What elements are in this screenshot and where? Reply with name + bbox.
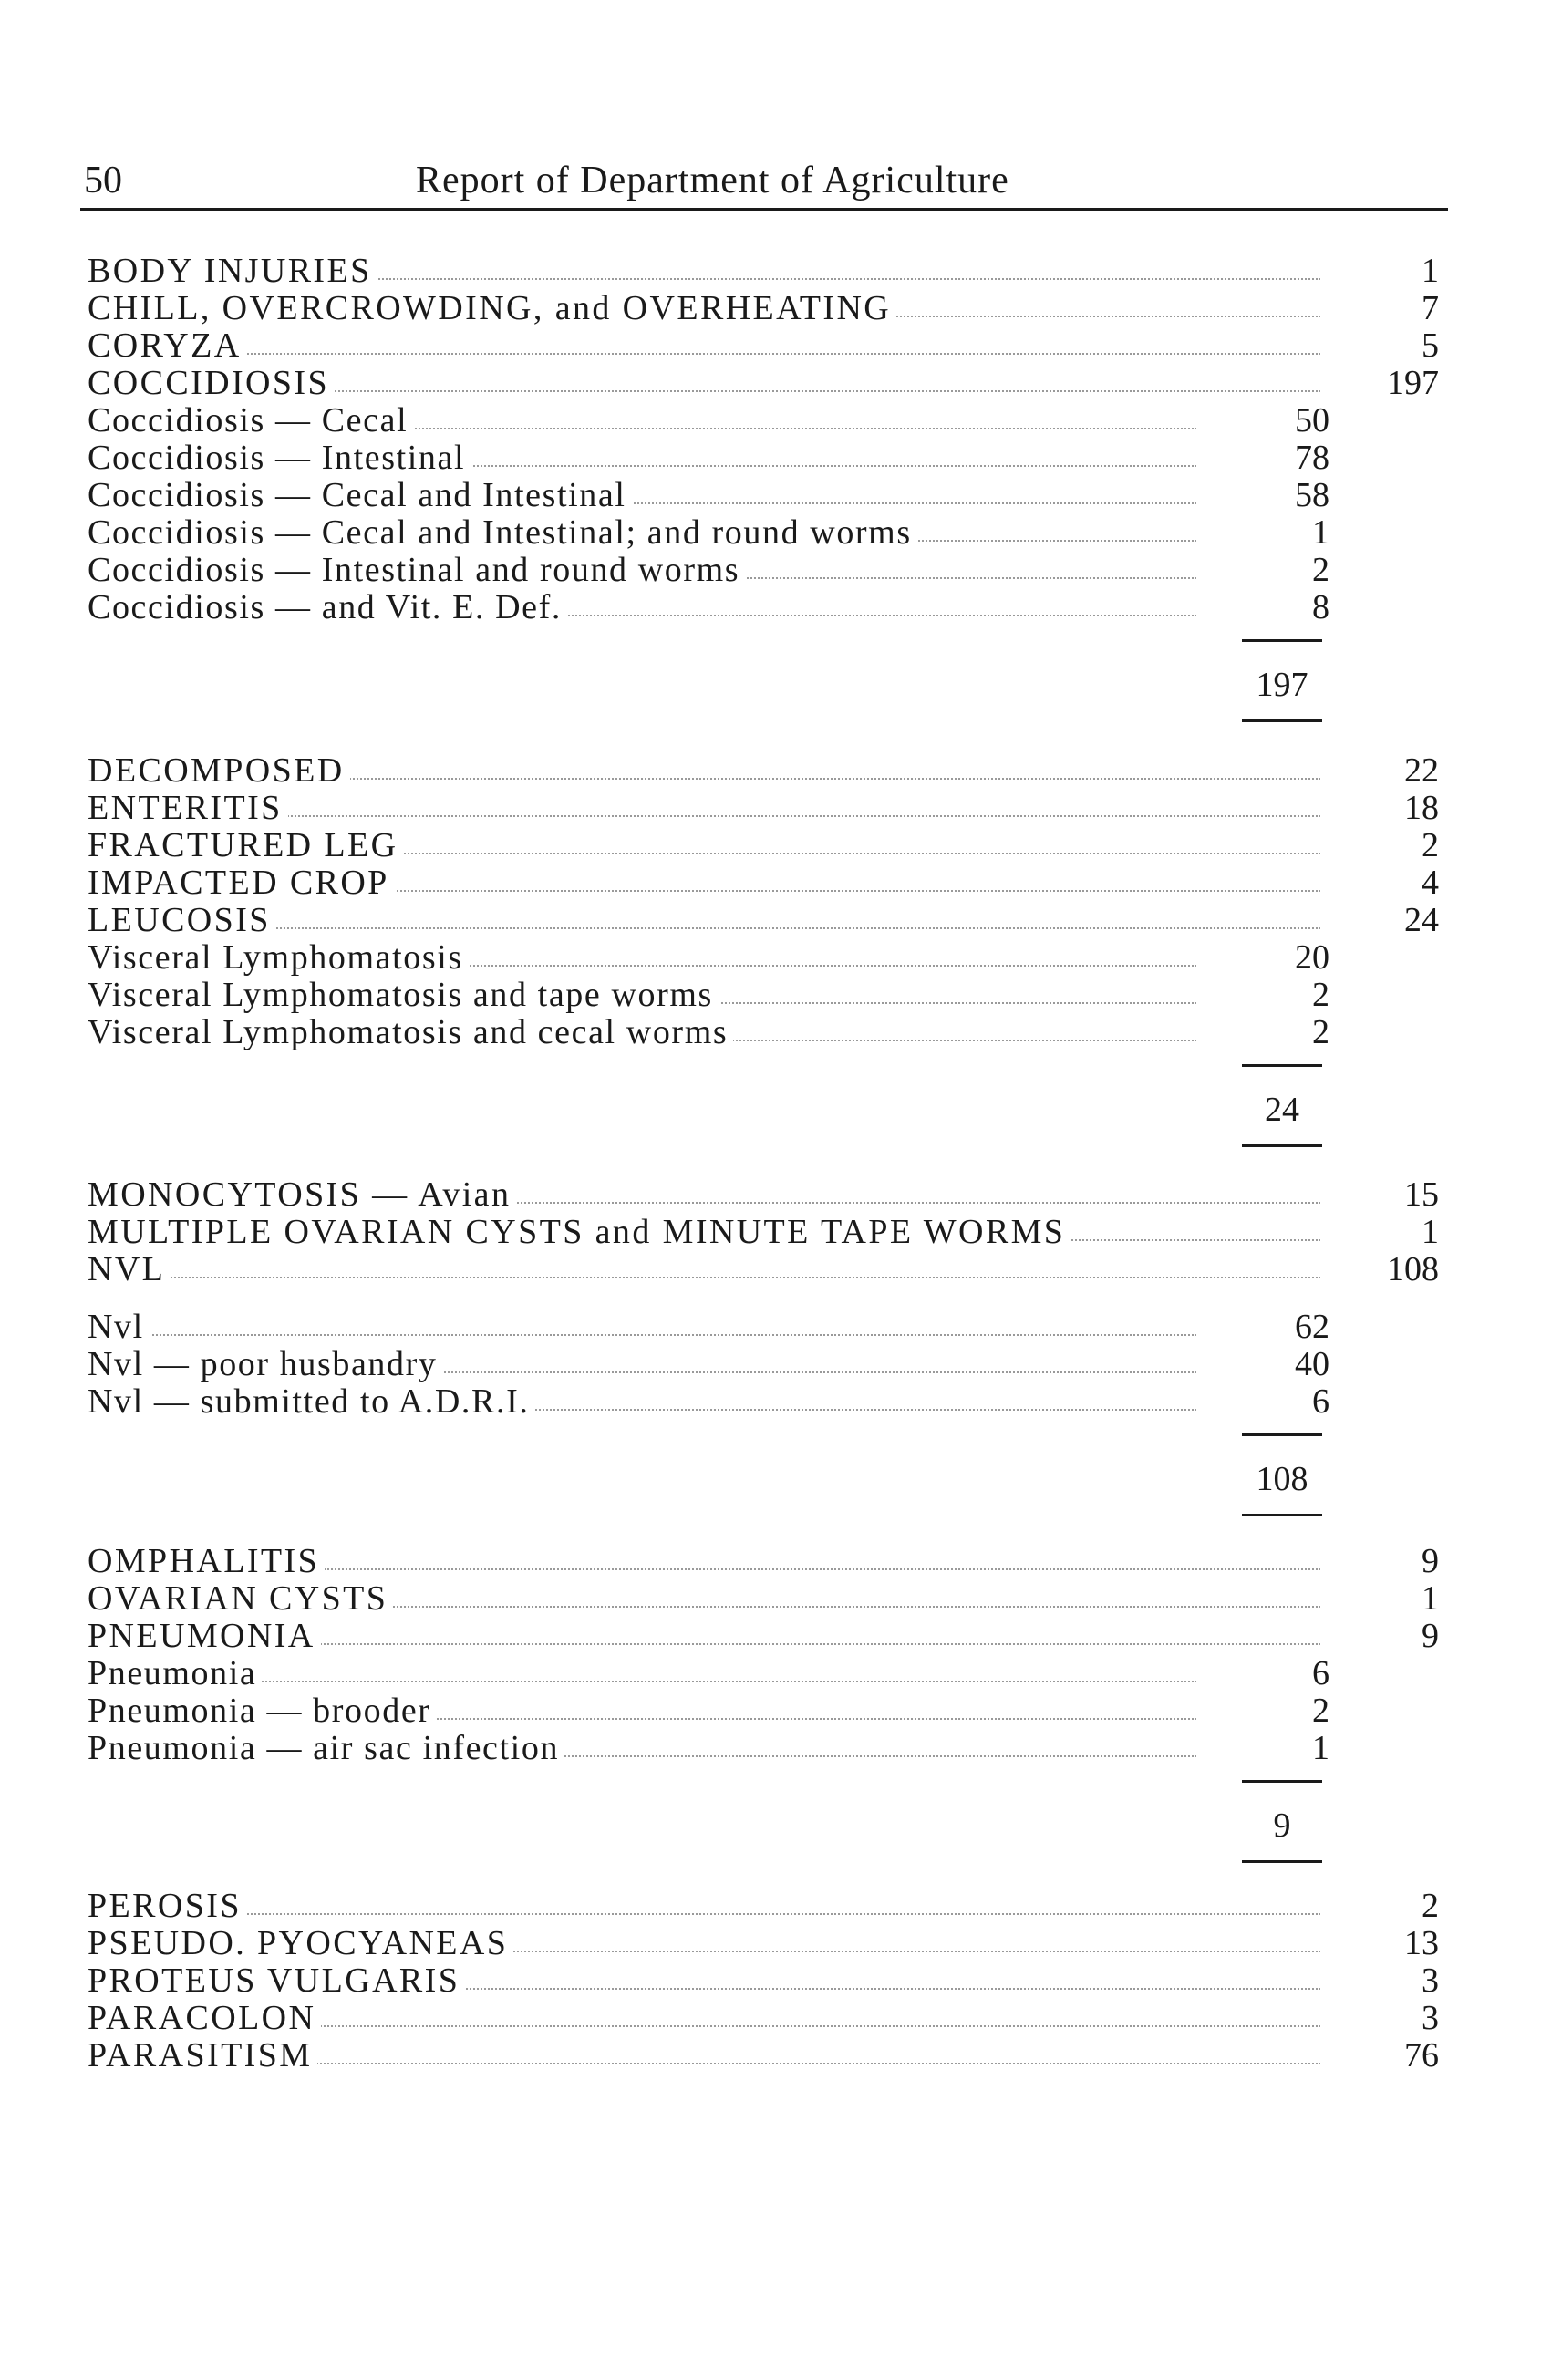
page-number: 50	[84, 160, 122, 202]
diagnosis-count: 9	[1346, 1618, 1439, 1655]
subdiagnosis-label: Coccidiosis — Cecal	[88, 402, 413, 440]
diagnosis-label: MULTIPLE OVARIAN CYSTS and MINUTE TAPE WORMS	[88, 1214, 1070, 1251]
subdiagnosis-label: Pneumonia — brooder	[88, 1692, 437, 1730]
running-title: Report of Department of Agriculture	[416, 160, 1009, 202]
subdiagnosis-count: 78	[1246, 440, 1329, 477]
diagnosis-section-nvl	[88, 1176, 1455, 1537]
diagnosis-label: NVL	[88, 1251, 171, 1288]
diagnosis-count: 76	[1346, 2037, 1439, 2075]
subdiagnosis-label: Visceral Lymphomatosis	[88, 939, 469, 977]
subdiagnosis-row	[88, 552, 1455, 589]
subdiagnosis-row	[88, 402, 1455, 440]
subdiagnosis-label: Nvl — poor husbandry	[88, 1346, 442, 1383]
diagnosis-row	[88, 2037, 1455, 2075]
diagnosis-label: OVARIAN CYSTS	[88, 1580, 393, 1618]
diagnosis-count: 24	[1346, 902, 1439, 939]
subtotal-rule	[1242, 719, 1322, 722]
diagnosis-label: CORYZA	[88, 327, 247, 365]
spacer	[88, 1288, 1455, 1309]
diagnosis-row	[88, 752, 1455, 790]
diagnosis-section-leucosis	[88, 752, 1455, 1168]
diagnosis-count: 13	[1346, 1925, 1439, 1962]
diagnosis-label: IMPACTED CROP	[88, 864, 395, 902]
diagnosis-label: CHILL, OVERCROWDING, and OVERHEATING	[88, 290, 896, 327]
subdiagnosis-row	[88, 589, 1455, 626]
diagnosis-row	[88, 365, 1455, 402]
diagnosis-label: BODY INJURIES	[88, 253, 377, 290]
diagnosis-label: COCCIDIOSIS	[88, 365, 335, 402]
diagnosis-label: PNEUMONIA	[88, 1618, 321, 1655]
subtotal-value: 24	[1265, 1091, 1299, 1129]
diagnosis-label: PEROSIS	[88, 1888, 247, 1925]
diagnosis-row	[88, 1214, 1455, 1251]
diagnosis-count: 2	[1346, 827, 1439, 864]
subdiagnosis-row	[88, 477, 1455, 514]
diagnosis-count: 9	[1346, 1543, 1439, 1580]
subdiagnosis-row	[88, 1014, 1455, 1051]
subdiagnosis-row	[88, 440, 1455, 477]
diagnosis-row	[88, 1580, 1455, 1618]
subtotal-value: 197	[1256, 666, 1308, 704]
diagnosis-count: 18	[1346, 790, 1439, 827]
subdiagnosis-row	[88, 514, 1455, 552]
diagnosis-count: 2	[1346, 1888, 1439, 1925]
subtotal-rule	[1242, 1860, 1322, 1863]
diagnosis-label: PARACOLON	[88, 2000, 321, 2037]
subtotal-rule	[1242, 1064, 1322, 1067]
subdiagnosis-count: 8	[1246, 589, 1329, 626]
subtotal-value: 108	[1256, 1460, 1308, 1498]
subdiagnosis-row	[88, 1730, 1455, 1767]
dot-leader	[88, 1913, 1320, 1915]
subdiagnosis-count: 2	[1246, 552, 1329, 589]
diagnosis-row	[88, 290, 1455, 327]
subdiagnosis-count: 58	[1246, 477, 1329, 514]
subdiagnosis-label: Pneumonia	[88, 1655, 262, 1692]
diagnosis-row	[88, 1962, 1455, 2000]
diagnosis-label: LEUCOSIS	[88, 902, 276, 939]
diagnosis-count: 108	[1346, 1251, 1439, 1288]
subdiagnosis-label: Nvl — submitted to A.D.R.I.	[88, 1383, 534, 1421]
subtotal-block	[88, 1421, 1455, 1537]
diagnosis-count: 197	[1346, 365, 1439, 402]
subtotal-rule	[1242, 639, 1322, 642]
subdiagnosis-label: Coccidiosis — Intestinal and round worms	[88, 552, 745, 589]
diagnosis-count: 1	[1346, 253, 1439, 290]
subdiagnosis-row	[88, 1383, 1455, 1421]
subdiagnosis-count: 50	[1246, 402, 1329, 440]
subdiagnosis-label: Coccidiosis — Intestinal	[88, 440, 471, 477]
diagnosis-row	[88, 1251, 1455, 1288]
diagnosis-count: 3	[1346, 1962, 1439, 2000]
dot-leader	[88, 1277, 1320, 1278]
subdiagnosis-count: 6	[1246, 1655, 1329, 1692]
subdiagnosis-count: 2	[1246, 977, 1329, 1014]
diagnosis-count: 5	[1346, 327, 1439, 365]
subtotal-rule	[1242, 1514, 1322, 1516]
diagnosis-label: PARASITISM	[88, 2037, 317, 2075]
diagnosis-label: DECOMPOSED	[88, 752, 350, 790]
diagnosis-row	[88, 1176, 1455, 1214]
subdiagnosis-label: Coccidiosis — Cecal and Intestinal; and round worms	[88, 514, 917, 552]
subdiagnosis-count: 20	[1246, 939, 1329, 977]
subdiagnosis-count: 40	[1246, 1346, 1329, 1383]
diagnosis-label: PSEUDO. PYOCYANEAS	[88, 1925, 513, 1962]
diagnosis-section-pneumonia	[88, 1543, 1455, 1884]
subdiagnosis-label: Coccidiosis — and Vit. E. Def.	[88, 589, 567, 626]
diagnosis-row	[88, 902, 1455, 939]
subdiagnosis-label: Visceral Lymphomatosis and tape worms	[88, 977, 719, 1014]
diagnosis-count: 15	[1346, 1176, 1439, 1214]
subdiagnosis-count: 6	[1246, 1383, 1329, 1421]
subdiagnosis-row	[88, 1655, 1455, 1692]
diagnosis-row	[88, 1543, 1455, 1580]
dot-leader	[88, 353, 1320, 355]
diagnosis-row	[88, 1618, 1455, 1655]
subtotal-rule	[1242, 1144, 1322, 1147]
subdiagnosis-row	[88, 939, 1455, 977]
subtotal-block	[88, 1051, 1455, 1168]
diagnosis-count: 1	[1346, 1214, 1439, 1251]
diagnosis-row	[88, 790, 1455, 827]
subdiagnosis-label: Coccidiosis — Cecal and Intestinal	[88, 477, 632, 514]
diagnosis-row	[88, 1888, 1455, 1925]
subdiagnosis-row	[88, 977, 1455, 1014]
subdiagnosis-count: 1	[1246, 514, 1329, 552]
diagnosis-label: OMPHALITIS	[88, 1543, 325, 1580]
diagnosis-count: 3	[1346, 2000, 1439, 2037]
subdiagnosis-row	[88, 1309, 1455, 1346]
subtotal-rule	[1242, 1780, 1322, 1783]
diagnosis-count: 22	[1346, 752, 1439, 790]
subdiagnosis-row	[88, 1346, 1455, 1383]
diagnosis-row	[88, 327, 1455, 365]
diagnosis-label: MONOCYTOSIS — Avian	[88, 1176, 516, 1214]
diagnosis-row	[88, 1925, 1455, 1962]
diagnosis-count: 1	[1346, 1580, 1439, 1618]
subdiagnosis-row	[88, 1692, 1455, 1730]
subdiagnosis-count: 1	[1246, 1730, 1329, 1767]
diagnosis-label: FRACTURED LEG	[88, 827, 404, 864]
diagnosis-row	[88, 864, 1455, 902]
subdiagnosis-count: 62	[1246, 1309, 1329, 1346]
diagnosis-row	[88, 2000, 1455, 2037]
diagnosis-label: PROTEUS VULGARIS	[88, 1962, 465, 2000]
diagnosis-row	[88, 253, 1455, 290]
dot-leader	[88, 1334, 1196, 1336]
subtotal-block	[88, 626, 1455, 743]
diagnosis-section-coccidiosis	[88, 253, 1455, 743]
page-header	[80, 157, 1448, 211]
subdiagnosis-label: Pneumonia — air sac infection	[88, 1730, 564, 1767]
diagnosis-count: 4	[1346, 864, 1439, 902]
subtotal-rule	[1242, 1433, 1322, 1436]
diagnosis-count: 7	[1346, 290, 1439, 327]
subdiagnosis-label: Nvl	[88, 1309, 150, 1346]
subtotal-block	[88, 1767, 1455, 1884]
diagnosis-section-parasitism	[88, 1888, 1455, 2075]
diagnosis-label: ENTERITIS	[88, 790, 288, 827]
diagnosis-row	[88, 827, 1455, 864]
subdiagnosis-count: 2	[1246, 1014, 1329, 1051]
subdiagnosis-label: Visceral Lymphomatosis and cecal worms	[88, 1014, 733, 1051]
subdiagnosis-count: 2	[1246, 1692, 1329, 1730]
subtotal-value: 9	[1273, 1806, 1291, 1845]
